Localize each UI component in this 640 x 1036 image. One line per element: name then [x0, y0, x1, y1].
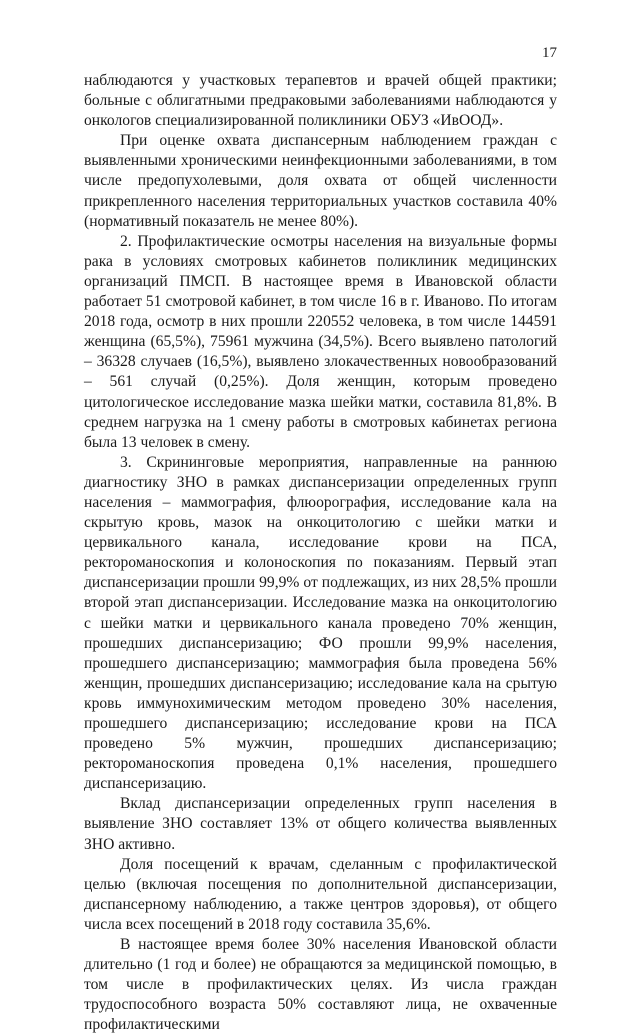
- paragraph-preventive-visits-share: Доля посещений к врачам, сделанным с профилактической целью (включая посещения по дополнительной диспансеризации, диспансерному наблюдению, а также центров здоровья), от общего числа всех посещений в 2018 году составила 35,6%.: [84, 855, 557, 933]
- paragraph-dispensary-coverage: При оценке охвата диспансерным наблюдением граждан с выявленными хроническими неинфекционными заболеваниями, в том числе предопухолевыми, доля охвата от общей численности прикрепленного населения территориальных участков составила 40% (нормативный показатель не менее 80%).: [84, 132, 557, 230]
- paragraph-continuation: наблюдаются у участковых терапевтов и врачей общей практики; больные с облигатными предраковыми заболеваниями наблюдаются у онкологов специализированной поликлиники ОБУЗ «ИвООД».: [84, 72, 557, 130]
- paragraph-population-not-seeking-care: В настоящее время более 30% населения Ивановской области длительно (1 год и более) не обращаются за медицинской помощью, в том числе в профилактических целях. Из числа граждан трудоспособного возраста 50% составляют лица, не охваченные профилактическими: [84, 936, 557, 1034]
- document-body: [84, 71, 557, 1036]
- page-number: 17: [542, 45, 557, 61]
- paragraph-screening-measures: 3. Скрининговые мероприятия, направленные на раннюю диагностику ЗНО в рамках диспансеризации определенных групп населения – маммография, флюорография, исследование кала на скрытую кровь, мазок на онкоцитологию с шейки матки и цервикального канала, исследование крови на ПСА, ректороманоскопия и колоноскопия по показаниям. Первый этап диспансеризации прошли 99,9% от подлежащих, из них 28,5% прошли второй этап диспансеризации. Исследование мазка на онкоцитологию с шейки матки и цервикального канала проведено 70% женщин, прошедших диспансеризацию; ФО прошли 99,9% населения, прошедшего диспансеризацию; маммография была проведена 56% женщин, прошедших диспансеризацию; исследование кала на срытую кровь иммунохимическим методом проведено 30% населения, прошедшего диспансеризацию; исследование крови на ПСА проведено 5% мужчин, прошедших диспансеризацию; ректороманоскопия проведена 0,1% населения, прошедшего диспансеризацию.: [84, 453, 557, 793]
- paragraph-dispensarization-contribution: Вклад диспансеризации определенных групп населения в выявление ЗНО составляет 13% от общего количества выявленных ЗНО активно.: [84, 795, 557, 853]
- paragraph-preventive-exams: 2. Профилактические осмотры населения на визуальные формы рака в условиях смотровых кабинетов поликлиник медицинских организаций ПМСП. В настоящее время в Ивановской области работает 51 смотровой кабинет, в том числе 16 в г. Иваново. По итогам 2018 года, осмотр в них прошли 220552 человека, в том числе 144591 женщина (65,5%), 75961 мужчина (34,5%). Всего выявлено патологий – 36328 случаев (16,5%), выявлено злокачественных новообразований – 561 случай (0,25%). Доля женщин, которым проведено цитологическое исследование мазка шейки матки, составила 81,8%. В среднем нагрузка на 1 смену работы в смотровых кабинетах региона была 13 человек в смену.: [84, 232, 557, 451]
